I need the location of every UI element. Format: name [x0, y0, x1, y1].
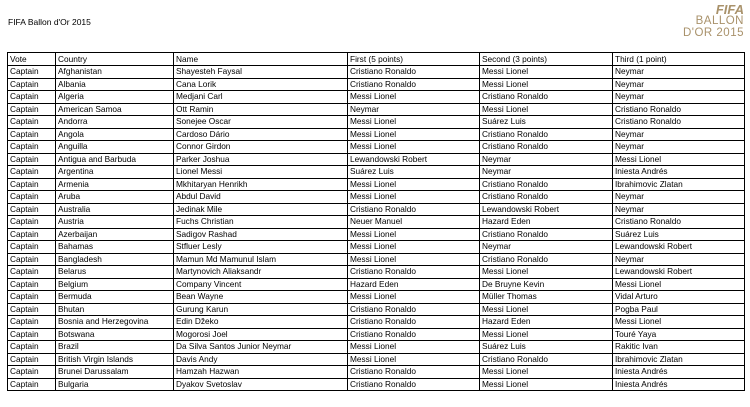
cell-third: Suárez Luis	[613, 228, 745, 241]
cell-vote: Captain	[8, 253, 56, 266]
cell-first: Cristiano Ronaldo	[348, 316, 480, 329]
cell-first: Messi Lionel	[348, 141, 480, 154]
column-header-first: First (5 points)	[348, 53, 480, 66]
cell-third: Pogba Paul	[613, 303, 745, 316]
table-row	[8, 178, 745, 191]
cell-second: Suárez Luis	[480, 341, 613, 354]
cell-second: Messi Lionel	[480, 303, 613, 316]
cell-name: Da Silva Santos Junior Neymar	[174, 341, 348, 354]
cell-first: Messi Lionel	[348, 353, 480, 366]
cell-second: Cristiano Ronaldo	[480, 141, 613, 154]
cell-vote: Captain	[8, 278, 56, 291]
cell-third: Messi Lionel	[613, 153, 745, 166]
cell-country: Australia	[56, 203, 174, 216]
cell-third: Cristiano Ronaldo	[613, 103, 745, 116]
cell-vote: Captain	[8, 341, 56, 354]
column-header-vote: Vote	[8, 53, 56, 66]
cell-vote: Captain	[8, 303, 56, 316]
cell-name: Shayesteh Faysal	[174, 66, 348, 79]
cell-country: Armenia	[56, 178, 174, 191]
table-row	[8, 153, 745, 166]
table-row	[8, 203, 745, 216]
cell-country: Brunei Darussalam	[56, 366, 174, 379]
logo-line-dor-2015: D'OR 2015	[682, 26, 744, 39]
cell-name: Dyakov Svetoslav	[174, 378, 348, 391]
cell-country: Azerbaijan	[56, 228, 174, 241]
cell-country: Bhutan	[56, 303, 174, 316]
cell-name: Davis Andy	[174, 353, 348, 366]
cell-name: Mamun Md Mamunul Islam	[174, 253, 348, 266]
cell-vote: Captain	[8, 166, 56, 179]
cell-second: Cristiano Ronaldo	[480, 228, 613, 241]
cell-country: Algeria	[56, 91, 174, 104]
cell-country: Andorra	[56, 116, 174, 129]
cell-country: Albania	[56, 78, 174, 91]
table-row	[8, 166, 745, 179]
cell-third: Messi Lionel	[613, 278, 745, 291]
table-row	[8, 366, 745, 379]
cell-second: Messi Lionel	[480, 378, 613, 391]
cell-first: Messi Lionel	[348, 191, 480, 204]
cell-first: Cristiano Ronaldo	[348, 66, 480, 79]
cell-first: Hazard Eden	[348, 278, 480, 291]
cell-country: American Samoa	[56, 103, 174, 116]
cell-vote: Captain	[8, 241, 56, 254]
cell-name: Stfluer Lesly	[174, 241, 348, 254]
cell-third: Neymar	[613, 141, 745, 154]
cell-country: Argentina	[56, 166, 174, 179]
cell-name: Sadigov Rashad	[174, 228, 348, 241]
cell-first: Messi Lionel	[348, 241, 480, 254]
cell-second: Cristiano Ronaldo	[480, 128, 613, 141]
cell-third: Lewandowski Robert	[613, 241, 745, 254]
cell-vote: Captain	[8, 191, 56, 204]
cell-first: Messi Lionel	[348, 116, 480, 129]
cell-second: Hazard Eden	[480, 316, 613, 329]
cell-name: Jedinak Mile	[174, 203, 348, 216]
cell-third: Neymar	[613, 128, 745, 141]
cell-name: Martynovich Aliaksandr	[174, 266, 348, 279]
cell-vote: Captain	[8, 328, 56, 341]
cell-third: Rakitic Ivan	[613, 341, 745, 354]
document-title: FIFA Ballon d'Or 2015	[8, 17, 91, 27]
cell-first: Messi Lionel	[348, 91, 480, 104]
table-row	[8, 141, 745, 154]
cell-third: Lewandowski Robert	[613, 266, 745, 279]
cell-first: Suárez Luis	[348, 166, 480, 179]
ballon-dor-logo	[648, 3, 744, 43]
cell-third: Neymar	[613, 91, 745, 104]
column-header-third: Third (1 point)	[613, 53, 745, 66]
cell-name: Lionel Messi	[174, 166, 348, 179]
cell-second: Cristiano Ronaldo	[480, 191, 613, 204]
cell-second: Messi Lionel	[480, 366, 613, 379]
cell-name: Sonejee Oscar	[174, 116, 348, 129]
cell-vote: Captain	[8, 216, 56, 229]
cell-country: Bulgaria	[56, 378, 174, 391]
cell-name: Company Vincent	[174, 278, 348, 291]
cell-second: Cristiano Ronaldo	[480, 91, 613, 104]
table-row	[8, 191, 745, 204]
cell-vote: Captain	[8, 141, 56, 154]
cell-country: Anguilla	[56, 141, 174, 154]
cell-first: Cristiano Ronaldo	[348, 378, 480, 391]
cell-first: Lewandowski Robert	[348, 153, 480, 166]
cell-country: Belgium	[56, 278, 174, 291]
table-row	[8, 216, 745, 229]
cell-country: Antigua and Barbuda	[56, 153, 174, 166]
cell-name: Edin Džeko	[174, 316, 348, 329]
cell-vote: Captain	[8, 128, 56, 141]
table-row	[8, 78, 745, 91]
table-body	[8, 66, 745, 391]
cell-vote: Captain	[8, 291, 56, 304]
cell-first: Messi Lionel	[348, 291, 480, 304]
cell-third: Neymar	[613, 78, 745, 91]
cell-name: Hamzah Hazwan	[174, 366, 348, 379]
cell-third: Touré Yaya	[613, 328, 745, 341]
cell-first: Cristiano Ronaldo	[348, 303, 480, 316]
cell-third: Ibrahimovic Zlatan	[613, 353, 745, 366]
cell-third: Messi Lionel	[613, 316, 745, 329]
table-row	[8, 278, 745, 291]
cell-country: Austria	[56, 216, 174, 229]
cell-country: Bahamas	[56, 241, 174, 254]
cell-name: Connor Girdon	[174, 141, 348, 154]
cell-first: Cristiano Ronaldo	[348, 266, 480, 279]
table-header-row	[8, 53, 745, 66]
logo-line-ballon: BALLON	[695, 15, 744, 27]
cell-second: Neymar	[480, 153, 613, 166]
cell-third: Neymar	[613, 66, 745, 79]
cell-second: Suárez Luis	[480, 116, 613, 129]
cell-vote: Captain	[8, 366, 56, 379]
cell-country: Botswana	[56, 328, 174, 341]
cell-second: Hazard Eden	[480, 216, 613, 229]
cell-vote: Captain	[8, 66, 56, 79]
cell-vote: Captain	[8, 116, 56, 129]
column-header-country: Country	[56, 53, 174, 66]
cell-first: Cristiano Ronaldo	[348, 328, 480, 341]
cell-name: Parker Joshua	[174, 153, 348, 166]
cell-vote: Captain	[8, 316, 56, 329]
cell-first: Cristiano Ronaldo	[348, 366, 480, 379]
table-row	[8, 103, 745, 116]
table-row	[8, 66, 745, 79]
cell-vote: Captain	[8, 266, 56, 279]
cell-vote: Captain	[8, 91, 56, 104]
cell-first: Messi Lionel	[348, 128, 480, 141]
cell-vote: Captain	[8, 353, 56, 366]
cell-first: Cristiano Ronaldo	[348, 78, 480, 91]
cell-third: Neymar	[613, 203, 745, 216]
cell-name: Cardoso Dário	[174, 128, 348, 141]
table-row	[8, 328, 745, 341]
cell-first: Messi Lionel	[348, 178, 480, 191]
table-row	[8, 91, 745, 104]
cell-vote: Captain	[8, 178, 56, 191]
cell-second: Neymar	[480, 241, 613, 254]
cell-vote: Captain	[8, 103, 56, 116]
table-row	[8, 128, 745, 141]
cell-second: Messi Lionel	[480, 78, 613, 91]
cell-first: Messi Lionel	[348, 341, 480, 354]
table-row	[8, 253, 745, 266]
table-row	[8, 241, 745, 254]
cell-first: Messi Lionel	[348, 228, 480, 241]
cell-second: Messi Lionel	[480, 103, 613, 116]
column-header-second: Second (3 points)	[480, 53, 613, 66]
cell-name: Medjani Carl	[174, 91, 348, 104]
table-row	[8, 316, 745, 329]
cell-vote: Captain	[8, 203, 56, 216]
cell-third: Iniesta Andrés	[613, 166, 745, 179]
table-row	[8, 116, 745, 129]
cell-second: De Bruyne Kevin	[480, 278, 613, 291]
cell-name: Cana Lorik	[174, 78, 348, 91]
cell-country: Bermuda	[56, 291, 174, 304]
cell-second: Lewandowski Robert	[480, 203, 613, 216]
cell-name: Fuchs Christian	[174, 216, 348, 229]
cell-third: Iniesta Andrés	[613, 378, 745, 391]
cell-country: Angola	[56, 128, 174, 141]
table-row	[8, 291, 745, 304]
table-row	[8, 341, 745, 354]
table-row	[8, 303, 745, 316]
cell-third: Ibrahimovic Zlatan	[613, 178, 745, 191]
cell-vote: Captain	[8, 228, 56, 241]
cell-country: Belarus	[56, 266, 174, 279]
cell-country: Brazil	[56, 341, 174, 354]
cell-name: Ott Ramin	[174, 103, 348, 116]
cell-second: Messi Lionel	[480, 266, 613, 279]
column-header-name: Name	[174, 53, 348, 66]
table-row	[8, 378, 745, 391]
cell-first: Cristiano Ronaldo	[348, 203, 480, 216]
cell-second: Cristiano Ronaldo	[480, 353, 613, 366]
cell-second: Messi Lionel	[480, 66, 613, 79]
cell-country: Bosnia and Herzegovina	[56, 316, 174, 329]
cell-third: Iniesta Andrés	[613, 366, 745, 379]
cell-vote: Captain	[8, 378, 56, 391]
cell-first: Neymar	[348, 103, 480, 116]
cell-country: Afghanistan	[56, 66, 174, 79]
logo-line-fifa: FIFA	[715, 2, 744, 17]
cell-vote: Captain	[8, 78, 56, 91]
cell-third: Vidal Arturo	[613, 291, 745, 304]
table-row	[8, 353, 745, 366]
table-row	[8, 228, 745, 241]
cell-third: Cristiano Ronaldo	[613, 116, 745, 129]
cell-vote: Captain	[8, 153, 56, 166]
cell-second: Müller Thomas	[480, 291, 613, 304]
cell-second: Cristiano Ronaldo	[480, 178, 613, 191]
cell-second: Cristiano Ronaldo	[480, 253, 613, 266]
cell-second: Neymar	[480, 166, 613, 179]
cell-first: Messi Lionel	[348, 253, 480, 266]
votes-table	[7, 52, 745, 391]
cell-name: Bean Wayne	[174, 291, 348, 304]
cell-name: Abdul David	[174, 191, 348, 204]
cell-name: Mogorosi Joel	[174, 328, 348, 341]
cell-third: Neymar	[613, 253, 745, 266]
cell-country: Bangladesh	[56, 253, 174, 266]
cell-country: Aruba	[56, 191, 174, 204]
cell-name: Gurung Karun	[174, 303, 348, 316]
cell-third: Cristiano Ronaldo	[613, 216, 745, 229]
table-row	[8, 266, 745, 279]
cell-name: Mkhitaryan Henrikh	[174, 178, 348, 191]
cell-third: Neymar	[613, 191, 745, 204]
cell-first: Neuer Manuel	[348, 216, 480, 229]
cell-second: Messi Lionel	[480, 328, 613, 341]
cell-country: British Virgin Islands	[56, 353, 174, 366]
